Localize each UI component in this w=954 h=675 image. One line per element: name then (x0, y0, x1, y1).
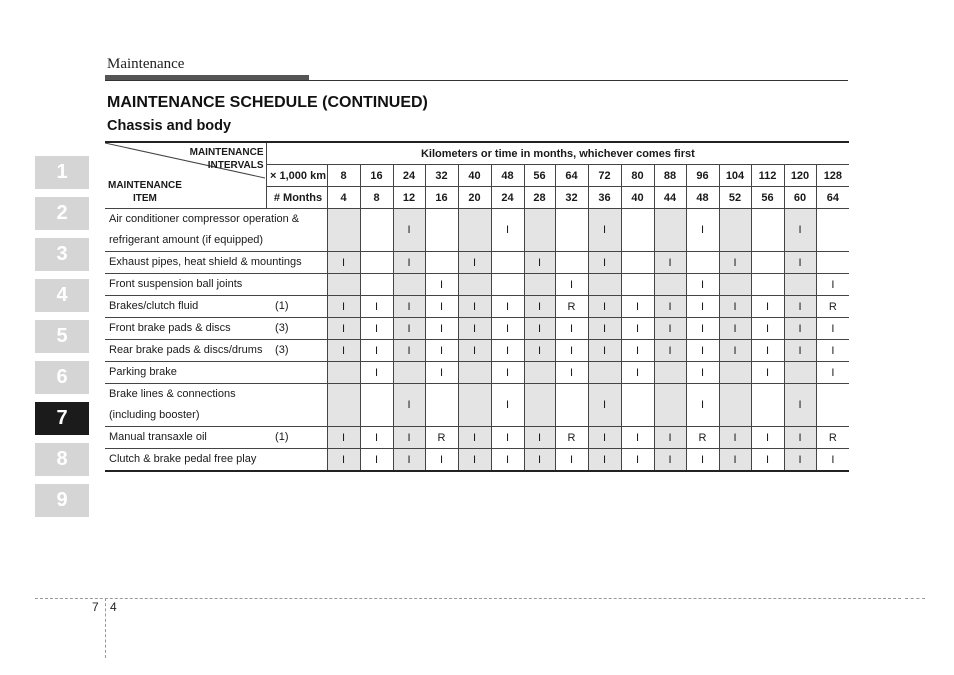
chapter-tab-7[interactable]: 7 (35, 402, 89, 435)
schedule-cell: I (588, 340, 621, 362)
schedule-cell: I (458, 340, 491, 362)
schedule-cell: I (360, 340, 393, 362)
month-interval-header: 28 (524, 187, 555, 209)
km-interval-header: 96 (686, 165, 719, 187)
schedule-cell: I (588, 252, 621, 274)
maintenance-item (105, 209, 327, 252)
table-row (105, 274, 849, 296)
schedule-cell: I (555, 340, 588, 362)
schedule-cell (491, 252, 524, 274)
schedule-cell: I (784, 252, 816, 274)
month-interval-header: 36 (588, 187, 621, 209)
schedule-cell (524, 362, 555, 384)
maintenance-item (105, 427, 327, 449)
maintenance-item (105, 340, 327, 362)
schedule-cell: I (555, 362, 588, 384)
footer-rule (35, 598, 901, 599)
km-interval-header: 32 (425, 165, 458, 187)
schedule-cell: R (686, 427, 719, 449)
schedule-cell: I (393, 384, 425, 427)
maintenance-item (105, 318, 327, 340)
schedule-cell: I (816, 362, 849, 384)
schedule-cell: I (393, 318, 425, 340)
schedule-cell: I (784, 209, 816, 252)
schedule-cell (816, 252, 849, 274)
schedule-cell (327, 384, 360, 427)
schedule-cell (458, 209, 491, 252)
schedule-cell (621, 209, 654, 252)
schedule-cell (719, 384, 751, 427)
schedule-cell: I (719, 296, 751, 318)
schedule-cell: I (360, 296, 393, 318)
month-interval-header: 20 (458, 187, 491, 209)
schedule-cell: I (327, 427, 360, 449)
footer-rule-end (905, 598, 925, 599)
schedule-cell: I (654, 252, 686, 274)
schedule-cell (621, 274, 654, 296)
month-interval-header: 40 (621, 187, 654, 209)
km-interval-header: 72 (588, 165, 621, 187)
km-interval-header: 120 (784, 165, 816, 187)
table-corner-header (105, 142, 266, 209)
schedule-cell: I (751, 340, 784, 362)
schedule-cell (588, 274, 621, 296)
schedule-cell: I (784, 384, 816, 427)
schedule-cell: I (360, 318, 393, 340)
schedule-cell: R (816, 296, 849, 318)
schedule-cell: I (816, 274, 849, 296)
table-row (105, 384, 849, 427)
schedule-cell (393, 362, 425, 384)
schedule-cell: I (491, 362, 524, 384)
schedule-cell (491, 274, 524, 296)
schedule-cell (719, 209, 751, 252)
schedule-cell: I (425, 449, 458, 472)
schedule-cell: I (327, 449, 360, 472)
month-interval-header: 16 (425, 187, 458, 209)
chapter-tab-3[interactable]: 3 (35, 238, 89, 271)
schedule-cell (654, 274, 686, 296)
km-interval-header: 64 (555, 165, 588, 187)
schedule-cell: I (327, 318, 360, 340)
page-subtitle: Chassis and body (107, 118, 232, 134)
schedule-cell: I (621, 427, 654, 449)
maintenance-item (105, 274, 327, 296)
schedule-cell (621, 384, 654, 427)
schedule-cell: I (686, 340, 719, 362)
schedule-cell (425, 384, 458, 427)
maintenance-item-label: (including booster) (109, 409, 200, 421)
schedule-cell: I (621, 362, 654, 384)
schedule-cell: I (458, 296, 491, 318)
schedule-cell: R (555, 427, 588, 449)
schedule-cell: I (654, 340, 686, 362)
schedule-cell: I (784, 318, 816, 340)
maintenance-item-label: Brakes/clutch fluid (109, 300, 199, 312)
month-interval-header: 12 (393, 187, 425, 209)
month-interval-header: 60 (784, 187, 816, 209)
maintenance-item (105, 449, 327, 472)
schedule-cell (719, 362, 751, 384)
schedule-cell: I (654, 296, 686, 318)
schedule-cell: I (686, 362, 719, 384)
maintenance-item-label: Front brake pads & discs (109, 322, 231, 334)
schedule-cell (816, 209, 849, 252)
corner-item-label: MAINTENANCE ITEM (108, 180, 182, 204)
month-interval-header: 32 (555, 187, 588, 209)
header-rule (105, 80, 848, 81)
chapter-tab-8[interactable]: 8 (35, 443, 89, 476)
schedule-cell: I (425, 362, 458, 384)
schedule-cell: I (816, 449, 849, 472)
schedule-cell: I (425, 274, 458, 296)
schedule-cell: I (360, 362, 393, 384)
month-interval-header: 24 (491, 187, 524, 209)
schedule-cell: I (751, 427, 784, 449)
schedule-cell: R (816, 427, 849, 449)
table-row (105, 296, 849, 318)
maintenance-item (105, 384, 327, 427)
month-interval-header: 44 (654, 187, 686, 209)
schedule-cell: I (327, 296, 360, 318)
schedule-cell: I (393, 296, 425, 318)
corner-intervals-label: MAINTENANCE INTERVALS (189, 147, 264, 171)
chapter-tab-9[interactable]: 9 (35, 484, 89, 517)
schedule-cell (751, 274, 784, 296)
table-row (105, 209, 849, 252)
maintenance-item-note: (3) (275, 322, 289, 334)
schedule-cell: I (491, 449, 524, 472)
schedule-cell (784, 274, 816, 296)
schedule-cell: I (686, 449, 719, 472)
maintenance-item-label: Rear brake pads & discs/drums (109, 344, 263, 356)
km-interval-header: 16 (360, 165, 393, 187)
schedule-cell: I (491, 384, 524, 427)
schedule-cell (458, 362, 491, 384)
schedule-cell: I (751, 362, 784, 384)
month-interval-header: 48 (686, 187, 719, 209)
schedule-cell (654, 362, 686, 384)
schedule-cell: I (360, 427, 393, 449)
maintenance-item (105, 296, 327, 318)
schedule-cell: I (588, 449, 621, 472)
schedule-cell: I (621, 296, 654, 318)
km-interval-header: 8 (327, 165, 360, 187)
maintenance-schedule-table (105, 141, 849, 472)
schedule-cell: I (425, 318, 458, 340)
schedule-cell (327, 362, 360, 384)
schedule-cell: I (524, 449, 555, 472)
chapter-tab-6[interactable]: 6 (35, 361, 89, 394)
schedule-cell: I (719, 449, 751, 472)
schedule-cell: I (719, 427, 751, 449)
maintenance-item-note: (3) (275, 344, 289, 356)
schedule-cell: I (458, 427, 491, 449)
schedule-cell (555, 209, 588, 252)
schedule-cell: I (588, 318, 621, 340)
maintenance-item-label: refrigerant amount (if equipped) (109, 234, 264, 246)
table-row (105, 318, 849, 340)
month-interval-header: 64 (816, 187, 849, 209)
schedule-cell: I (393, 209, 425, 252)
section-header: Maintenance (107, 56, 185, 72)
schedule-cell (360, 209, 393, 252)
chapter-tabs (35, 156, 89, 525)
schedule-cell: I (393, 449, 425, 472)
schedule-cell: I (491, 296, 524, 318)
schedule-cell: I (327, 252, 360, 274)
chapter-tab-4[interactable]: 4 (35, 279, 89, 312)
km-interval-header: 80 (621, 165, 654, 187)
km-label: × 1,000 km (266, 165, 327, 187)
schedule-cell (719, 274, 751, 296)
schedule-cell: I (686, 318, 719, 340)
maintenance-item-label: Exhaust pipes, heat shield & mountings (109, 256, 302, 268)
page-number: 4 (110, 600, 117, 614)
footer-divider (105, 598, 106, 658)
schedule-cell: I (686, 384, 719, 427)
schedule-cell: I (654, 449, 686, 472)
maintenance-item-label: Brake lines & connections (109, 388, 236, 400)
schedule-cell: I (327, 340, 360, 362)
schedule-cell (784, 362, 816, 384)
schedule-cell: I (458, 252, 491, 274)
table-row (105, 340, 849, 362)
maintenance-item-label: Air conditioner compressor operation & (109, 213, 300, 225)
schedule-cell: I (751, 449, 784, 472)
schedule-cell: I (360, 449, 393, 472)
schedule-cell: I (686, 209, 719, 252)
page-title: MAINTENANCE SCHEDULE (CONTINUED) (107, 94, 428, 111)
chapter-tab-2[interactable]: 2 (35, 197, 89, 230)
schedule-cell: I (458, 449, 491, 472)
schedule-cell: I (491, 318, 524, 340)
schedule-cell: I (524, 252, 555, 274)
schedule-cell (816, 384, 849, 427)
schedule-cell: I (621, 340, 654, 362)
schedule-cell: I (784, 427, 816, 449)
schedule-cell: I (816, 340, 849, 362)
schedule-cell: I (425, 296, 458, 318)
schedule-cell (393, 274, 425, 296)
schedule-cell: R (425, 427, 458, 449)
schedule-cell (425, 252, 458, 274)
maintenance-item-note: (1) (275, 431, 289, 443)
maintenance-item (105, 252, 327, 274)
schedule-cell (458, 274, 491, 296)
schedule-cell: I (524, 296, 555, 318)
schedule-cell (524, 209, 555, 252)
page-chapter-number: 7 (92, 600, 99, 614)
schedule-cell: I (393, 340, 425, 362)
km-interval-header: 128 (816, 165, 849, 187)
schedule-cell: I (425, 340, 458, 362)
schedule-cell (588, 362, 621, 384)
schedule-cell (555, 384, 588, 427)
km-interval-header: 88 (654, 165, 686, 187)
schedule-cell (524, 274, 555, 296)
schedule-cell: I (524, 427, 555, 449)
schedule-cell (654, 209, 686, 252)
km-interval-header: 56 (524, 165, 555, 187)
km-interval-header: 24 (393, 165, 425, 187)
maintenance-item-label: Parking brake (109, 366, 177, 378)
schedule-cell: I (524, 318, 555, 340)
km-interval-header: 112 (751, 165, 784, 187)
schedule-cell (360, 274, 393, 296)
table-row (105, 427, 849, 449)
schedule-cell: I (555, 274, 588, 296)
month-interval-header: 4 (327, 187, 360, 209)
schedule-cell: I (784, 296, 816, 318)
schedule-cell: I (555, 449, 588, 472)
schedule-cell: I (654, 427, 686, 449)
km-interval-header: 48 (491, 165, 524, 187)
month-interval-header: 52 (719, 187, 751, 209)
table-row (105, 252, 849, 274)
schedule-cell (654, 384, 686, 427)
schedule-cell: I (719, 252, 751, 274)
schedule-cell (425, 209, 458, 252)
maintenance-item-label: Clutch & brake pedal free play (109, 453, 257, 465)
schedule-cell: I (393, 427, 425, 449)
table-row (105, 362, 849, 384)
schedule-cell (751, 209, 784, 252)
chapter-tab-5[interactable]: 5 (35, 320, 89, 353)
maintenance-item-note: (1) (275, 300, 289, 312)
km-interval-header: 104 (719, 165, 751, 187)
schedule-cell: I (654, 318, 686, 340)
maintenance-item-label: Front suspension ball joints (109, 278, 243, 290)
schedule-cell (751, 252, 784, 274)
schedule-cell: I (588, 296, 621, 318)
schedule-cell: I (555, 318, 588, 340)
months-label: # Months (266, 187, 327, 209)
schedule-cell (327, 209, 360, 252)
month-interval-header: 56 (751, 187, 784, 209)
schedule-cell: I (816, 318, 849, 340)
chapter-tab-1[interactable]: 1 (35, 156, 89, 189)
schedule-cell: I (686, 274, 719, 296)
schedule-cell: I (588, 209, 621, 252)
schedule-cell: I (686, 296, 719, 318)
schedule-cell (555, 252, 588, 274)
km-interval-header: 40 (458, 165, 491, 187)
maintenance-item (105, 362, 327, 384)
maintenance-item-label: Manual transaxle oil (109, 431, 207, 443)
schedule-cell: I (751, 318, 784, 340)
schedule-cell: I (588, 384, 621, 427)
interval-span-header: Kilometers or time in months, whichever comes first (266, 142, 849, 165)
schedule-cell: I (719, 340, 751, 362)
schedule-cell: I (784, 340, 816, 362)
schedule-cell: I (588, 427, 621, 449)
schedule-cell (360, 384, 393, 427)
schedule-cell (621, 252, 654, 274)
schedule-cell (327, 274, 360, 296)
schedule-cell: I (491, 340, 524, 362)
schedule-cell (686, 252, 719, 274)
schedule-cell: I (524, 340, 555, 362)
month-interval-header: 8 (360, 187, 393, 209)
schedule-cell (360, 252, 393, 274)
schedule-cell (458, 384, 491, 427)
schedule-cell (751, 384, 784, 427)
table-row (105, 449, 849, 472)
schedule-cell: I (621, 318, 654, 340)
schedule-cell: I (491, 427, 524, 449)
schedule-cell: I (393, 252, 425, 274)
schedule-cell: I (621, 449, 654, 472)
schedule-cell: R (555, 296, 588, 318)
schedule-cell: I (751, 296, 784, 318)
schedule-cell: I (491, 209, 524, 252)
schedule-cell: I (719, 318, 751, 340)
schedule-cell: I (458, 318, 491, 340)
schedule-cell (524, 384, 555, 427)
schedule-cell: I (784, 449, 816, 472)
